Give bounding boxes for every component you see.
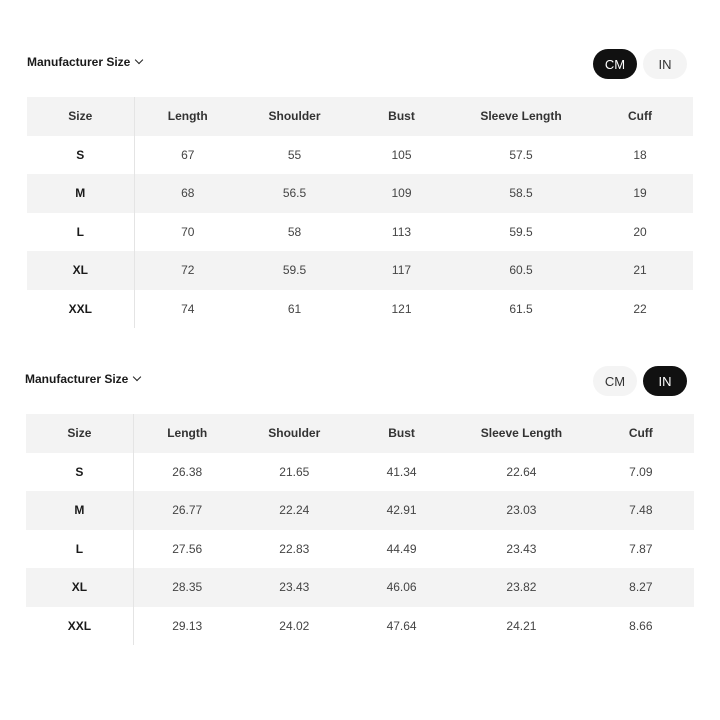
unit-in-button[interactable]: IN xyxy=(643,366,687,396)
manufacturer-size-label: Manufacturer Size xyxy=(25,372,129,386)
column-header-cuff: Cuff xyxy=(587,97,693,136)
column-header-size: Size xyxy=(26,414,133,453)
shoulder-cell: 58 xyxy=(287,224,302,239)
chevron-down-icon xyxy=(135,56,143,64)
table-row xyxy=(27,136,693,175)
unit-toggle xyxy=(593,49,687,79)
cuff-cell: 18 xyxy=(633,147,647,162)
shoulder-cell: 21.65 xyxy=(279,464,310,479)
sleeve-length-cell: 23.03 xyxy=(455,491,587,530)
column-header-bust: Bust xyxy=(348,414,455,453)
length-cell: 68 xyxy=(134,174,241,213)
size-cell: S xyxy=(27,136,134,175)
table-row xyxy=(26,453,694,492)
size-cell: M xyxy=(26,491,133,530)
size-table-cm xyxy=(27,97,693,328)
table-row xyxy=(26,530,694,569)
length-cell: 67 xyxy=(181,147,195,162)
column-header-length: Length xyxy=(134,97,241,136)
length-cell: 70 xyxy=(181,224,195,239)
table-row xyxy=(27,290,693,329)
size-cell: L xyxy=(26,530,133,569)
bust-cell: 46.06 xyxy=(348,568,455,607)
unit-in-button[interactable]: IN xyxy=(643,49,687,79)
cuff-cell: 21 xyxy=(587,251,693,290)
size-cell: XXL xyxy=(26,607,133,646)
sleeve-length-cell: 59.5 xyxy=(509,224,533,239)
size-cell: S xyxy=(26,453,133,492)
manufacturer-size-dropdown[interactable] xyxy=(25,372,140,386)
cuff-cell: 8.27 xyxy=(588,568,694,607)
bust-cell: 47.64 xyxy=(386,618,417,633)
cuff-cell: 22 xyxy=(633,301,647,316)
column-header-cuff: Cuff xyxy=(588,414,694,453)
bust-cell: 109 xyxy=(348,174,455,213)
size-cell: XL xyxy=(26,568,133,607)
sleeve-length-cell: 22.64 xyxy=(506,464,537,479)
column-header-size: Size xyxy=(27,97,134,136)
length-cell: 26.38 xyxy=(172,464,203,479)
size-cell: L xyxy=(27,213,134,252)
sleeve-length-cell: 23.82 xyxy=(455,568,587,607)
unit-cm-button[interactable]: CM xyxy=(593,49,637,79)
chevron-down-icon xyxy=(133,373,141,381)
cuff-cell: 20 xyxy=(633,224,647,239)
cuff-cell: 7.87 xyxy=(629,541,653,556)
shoulder-cell: 56.5 xyxy=(241,174,348,213)
length-cell: 74 xyxy=(181,301,195,316)
table-row xyxy=(27,251,693,290)
table-row xyxy=(26,491,694,530)
column-header-length: Length xyxy=(133,414,240,453)
cuff-cell: 8.66 xyxy=(629,618,653,633)
shoulder-cell: 59.5 xyxy=(241,251,348,290)
length-cell: 26.77 xyxy=(133,491,240,530)
shoulder-cell: 24.02 xyxy=(279,618,310,633)
shoulder-cell: 22.83 xyxy=(279,541,310,556)
sleeve-length-cell: 23.43 xyxy=(506,541,537,556)
shoulder-cell: 55 xyxy=(287,147,302,162)
table-header-row xyxy=(27,97,693,136)
table-row xyxy=(27,174,693,213)
manufacturer-size-dropdown[interactable] xyxy=(27,55,142,69)
length-cell: 29.13 xyxy=(172,618,203,633)
bust-cell: 117 xyxy=(348,251,455,290)
sleeve-length-cell: 58.5 xyxy=(455,174,587,213)
size-chart-in-section xyxy=(0,361,720,633)
size-chart-header xyxy=(0,361,720,401)
column-header-shoulder: Shoulder xyxy=(241,414,348,453)
cuff-cell: 7.09 xyxy=(629,464,653,479)
length-cell: 27.56 xyxy=(172,541,203,556)
cuff-cell: 7.48 xyxy=(588,491,694,530)
bust-cell: 105 xyxy=(391,147,412,162)
shoulder-cell: 23.43 xyxy=(241,568,348,607)
size-chart-cm-section xyxy=(0,44,720,316)
table-row xyxy=(26,607,694,646)
column-header-sleeve-length: Sleeve Length xyxy=(455,414,587,453)
shoulder-cell: 22.24 xyxy=(241,491,348,530)
unit-cm-button[interactable]: CM xyxy=(593,366,637,396)
sleeve-length-cell: 24.21 xyxy=(506,618,537,633)
size-chart-header xyxy=(0,44,720,84)
sleeve-length-cell: 61.5 xyxy=(509,301,533,316)
bust-cell: 113 xyxy=(391,224,412,239)
table-row xyxy=(26,568,694,607)
table-row xyxy=(27,213,693,252)
size-table-in xyxy=(26,414,694,645)
length-cell: 28.35 xyxy=(133,568,240,607)
length-cell: 72 xyxy=(134,251,241,290)
sleeve-length-cell: 60.5 xyxy=(455,251,587,290)
size-cell: XL xyxy=(27,251,134,290)
manufacturer-size-label: Manufacturer Size xyxy=(27,55,131,69)
sleeve-length-cell: 57.5 xyxy=(509,147,533,162)
bust-cell: 44.49 xyxy=(386,541,417,556)
shoulder-cell: 61 xyxy=(287,301,302,316)
table-header-row xyxy=(26,414,694,453)
column-header-bust: Bust xyxy=(348,97,455,136)
cuff-cell: 19 xyxy=(587,174,693,213)
column-header-sleeve-length: Sleeve Length xyxy=(455,97,587,136)
size-cell: XXL xyxy=(27,290,134,329)
size-cell: M xyxy=(27,174,134,213)
column-header-shoulder: Shoulder xyxy=(241,97,348,136)
bust-cell: 121 xyxy=(391,301,412,316)
bust-cell: 42.91 xyxy=(348,491,455,530)
unit-toggle xyxy=(593,366,687,396)
bust-cell: 41.34 xyxy=(386,464,417,479)
